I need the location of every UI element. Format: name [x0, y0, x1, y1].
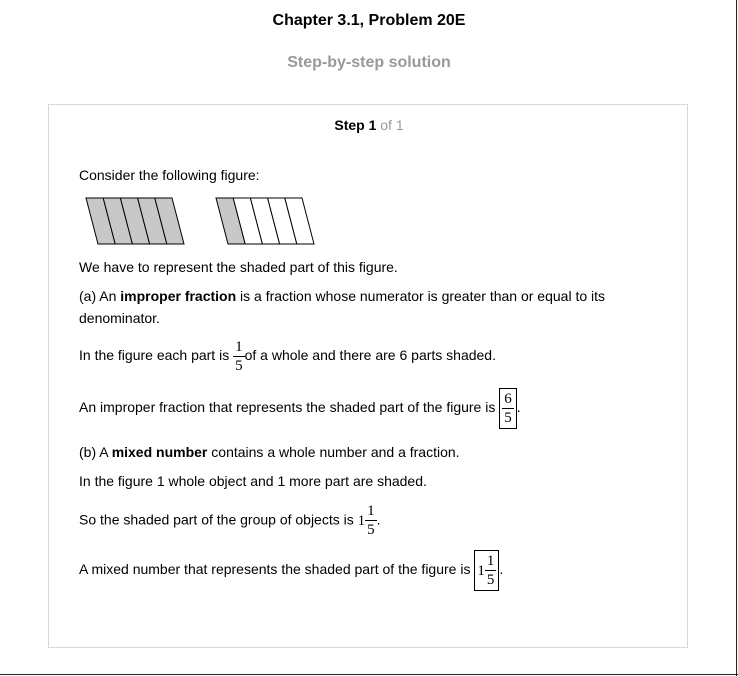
step-label: Step 1 — [334, 117, 377, 133]
each-part-text: In the figure each part is — [79, 347, 234, 364]
fraction-denominator: 5 — [235, 358, 243, 374]
mixed-answer-number — [477, 552, 496, 589]
improper-answer-end: . — [516, 399, 521, 416]
improper-term: improper fraction — [120, 288, 237, 304]
mixed-answer-whole: 1 — [477, 562, 485, 579]
so-line — [79, 502, 381, 539]
so-text: So the shaded part of the group of objects is — [79, 511, 358, 528]
fraction-one-fifth — [233, 338, 245, 375]
mixed-denominator: 5 — [367, 522, 375, 538]
improper-answer-numerator: 6 — [504, 391, 512, 407]
improper-definition-text: is a fraction whose numerator is greater than or equal to its denominator. — [79, 288, 606, 326]
mixed-whole: 1 — [357, 512, 366, 529]
improper-answer-denominator: 5 — [504, 410, 512, 426]
whole-line: In the figure 1 whole object and 1 more part are shaded. — [79, 473, 427, 489]
page-border-bottom — [0, 674, 738, 675]
fraction-figure — [84, 196, 334, 248]
mixed-answer-fraction — [485, 552, 497, 589]
mixed-definition-text: contains a whole number and a fraction. — [207, 444, 460, 460]
step-count: of 1 — [380, 117, 404, 133]
represent-text: We have to represent the shaded part of this figure. — [79, 259, 398, 275]
so-end: . — [376, 511, 381, 528]
improper-answer-line — [79, 388, 521, 429]
improper-definition — [79, 285, 639, 329]
mixed-fraction — [365, 502, 377, 539]
mixed-answer-line — [79, 550, 503, 591]
improper-answer-fraction — [502, 390, 514, 427]
mixed-numerator: 1 — [367, 503, 375, 519]
mixed-number — [358, 502, 377, 539]
page-subtitle: Step-by-step solution — [287, 54, 451, 71]
intro-text: Consider the following figure: — [79, 167, 260, 183]
each-part-line — [79, 338, 496, 375]
mixed-prefix: (b) A — [79, 444, 112, 460]
page-border-right — [736, 0, 737, 676]
improper-answer-text: An improper fraction that represents the shaded part of the figure is — [79, 399, 500, 416]
mixed-answer-denominator: 5 — [486, 572, 495, 588]
improper-prefix: (a) An — [79, 288, 121, 304]
step-indicator — [0, 117, 738, 133]
improper-answer-box — [499, 388, 517, 429]
mixed-answer-text: A mixed number that represents the shaded part of the figure is — [79, 561, 475, 578]
mixed-answer-end: . — [499, 561, 504, 578]
mixed-term: mixed number — [111, 444, 208, 460]
mixed-definition — [79, 441, 460, 463]
fraction-numerator: 1 — [235, 339, 243, 355]
mixed-answer-numerator: 1 — [486, 553, 495, 569]
mixed-answer-box — [474, 550, 499, 591]
each-part-after: of a whole and there are 6 parts shaded. — [244, 347, 496, 364]
page-title: Chapter 3.1, Problem 20E — [272, 12, 466, 29]
